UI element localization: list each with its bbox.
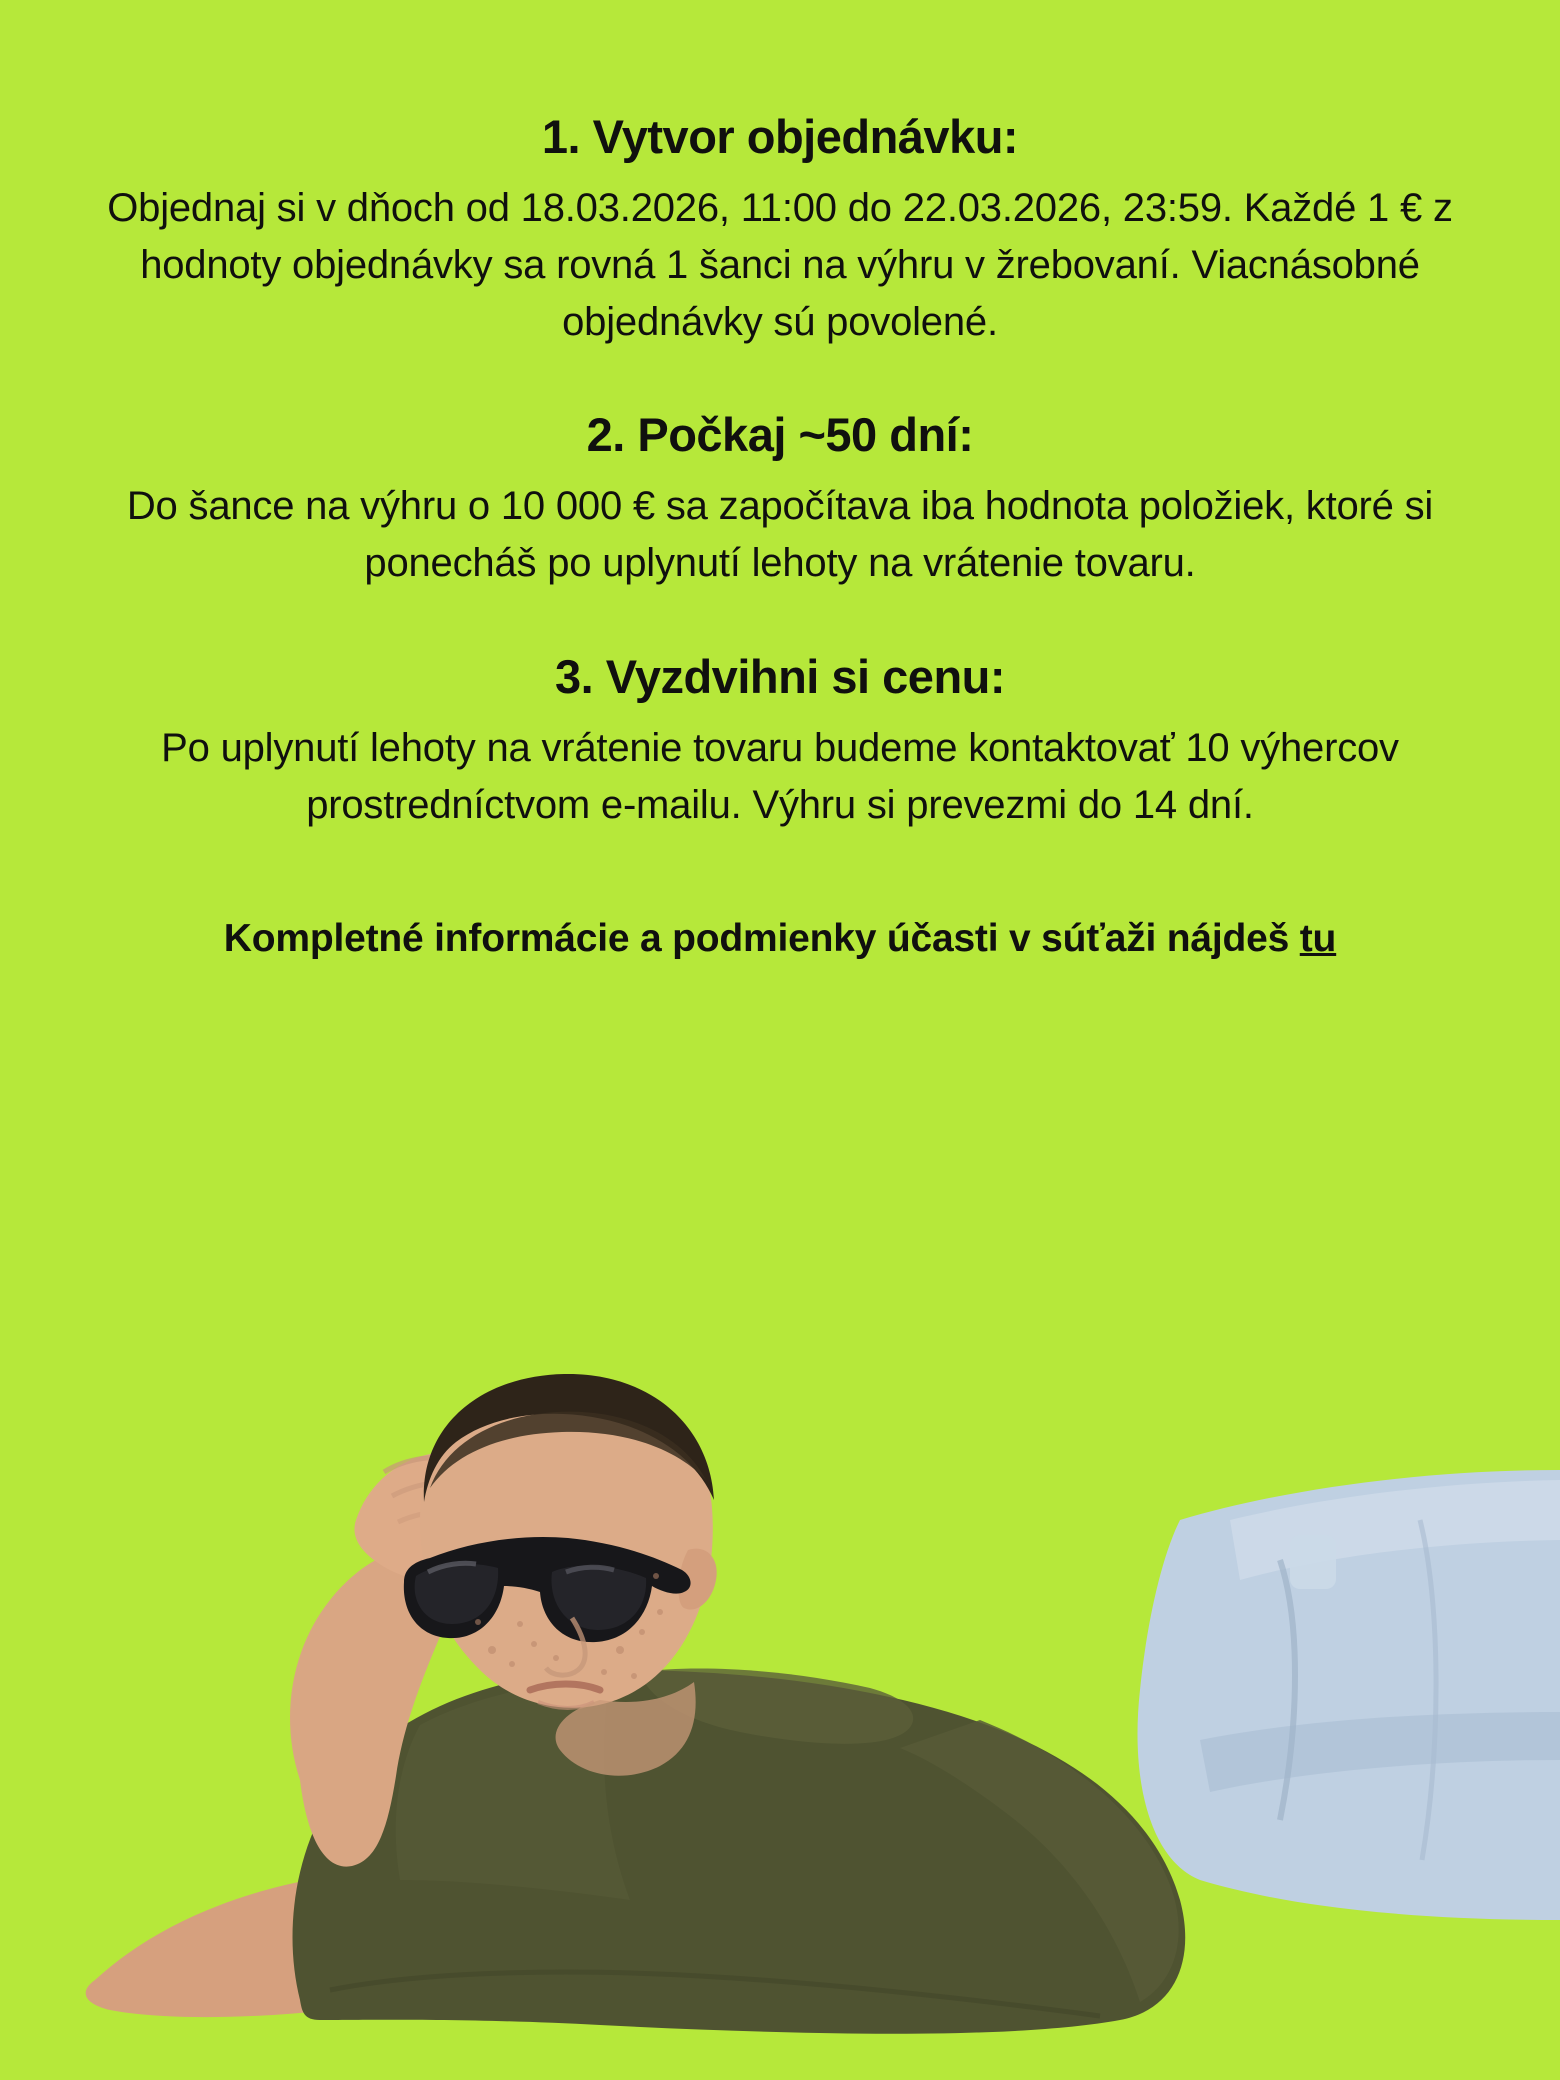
step-2-body: Do šance na výhru o 10 000 € sa započítava iba hodnota položiek, ktoré si ponecháš po uplynutí lehoty na vrátenie tovaru. (126, 484, 1434, 586)
terms-footnote (130, 912, 1430, 965)
step-1-body: Objednaj si v dňoch od 18.03.2026, 11:00 do 22.03.2026, 23:59. Každé 1 € z hodnoty objednávky sa rovná 1 šanci na výhru v žrebovaní. Viacnásobné objednávky sú povolené. (107, 186, 1453, 344)
model-photo (0, 1220, 1560, 2080)
promo-content (0, 0, 1560, 965)
step-2-title: 2. Počkaj ~50 dní: (586, 408, 974, 462)
step-1 (60, 110, 1500, 350)
step-3 (60, 650, 1500, 834)
terms-link[interactable]: tu (1299, 916, 1337, 960)
step-3-title: 3. Vyzdvihni si cenu: (554, 650, 1006, 704)
step-3-body: Po uplynutí lehoty na vrátenie tovaru budeme kontaktovať 10 výhercov prostredníctvom e-mailu. Výhru si prevezmi do 14 dní. (161, 726, 1399, 827)
step-2 (60, 408, 1500, 592)
step-1-title: 1. Vytvor objednávku: (541, 110, 1019, 163)
terms-footnote-text: Kompletné informácie a podmienky účasti v súťaži nájdeš (223, 916, 1300, 960)
